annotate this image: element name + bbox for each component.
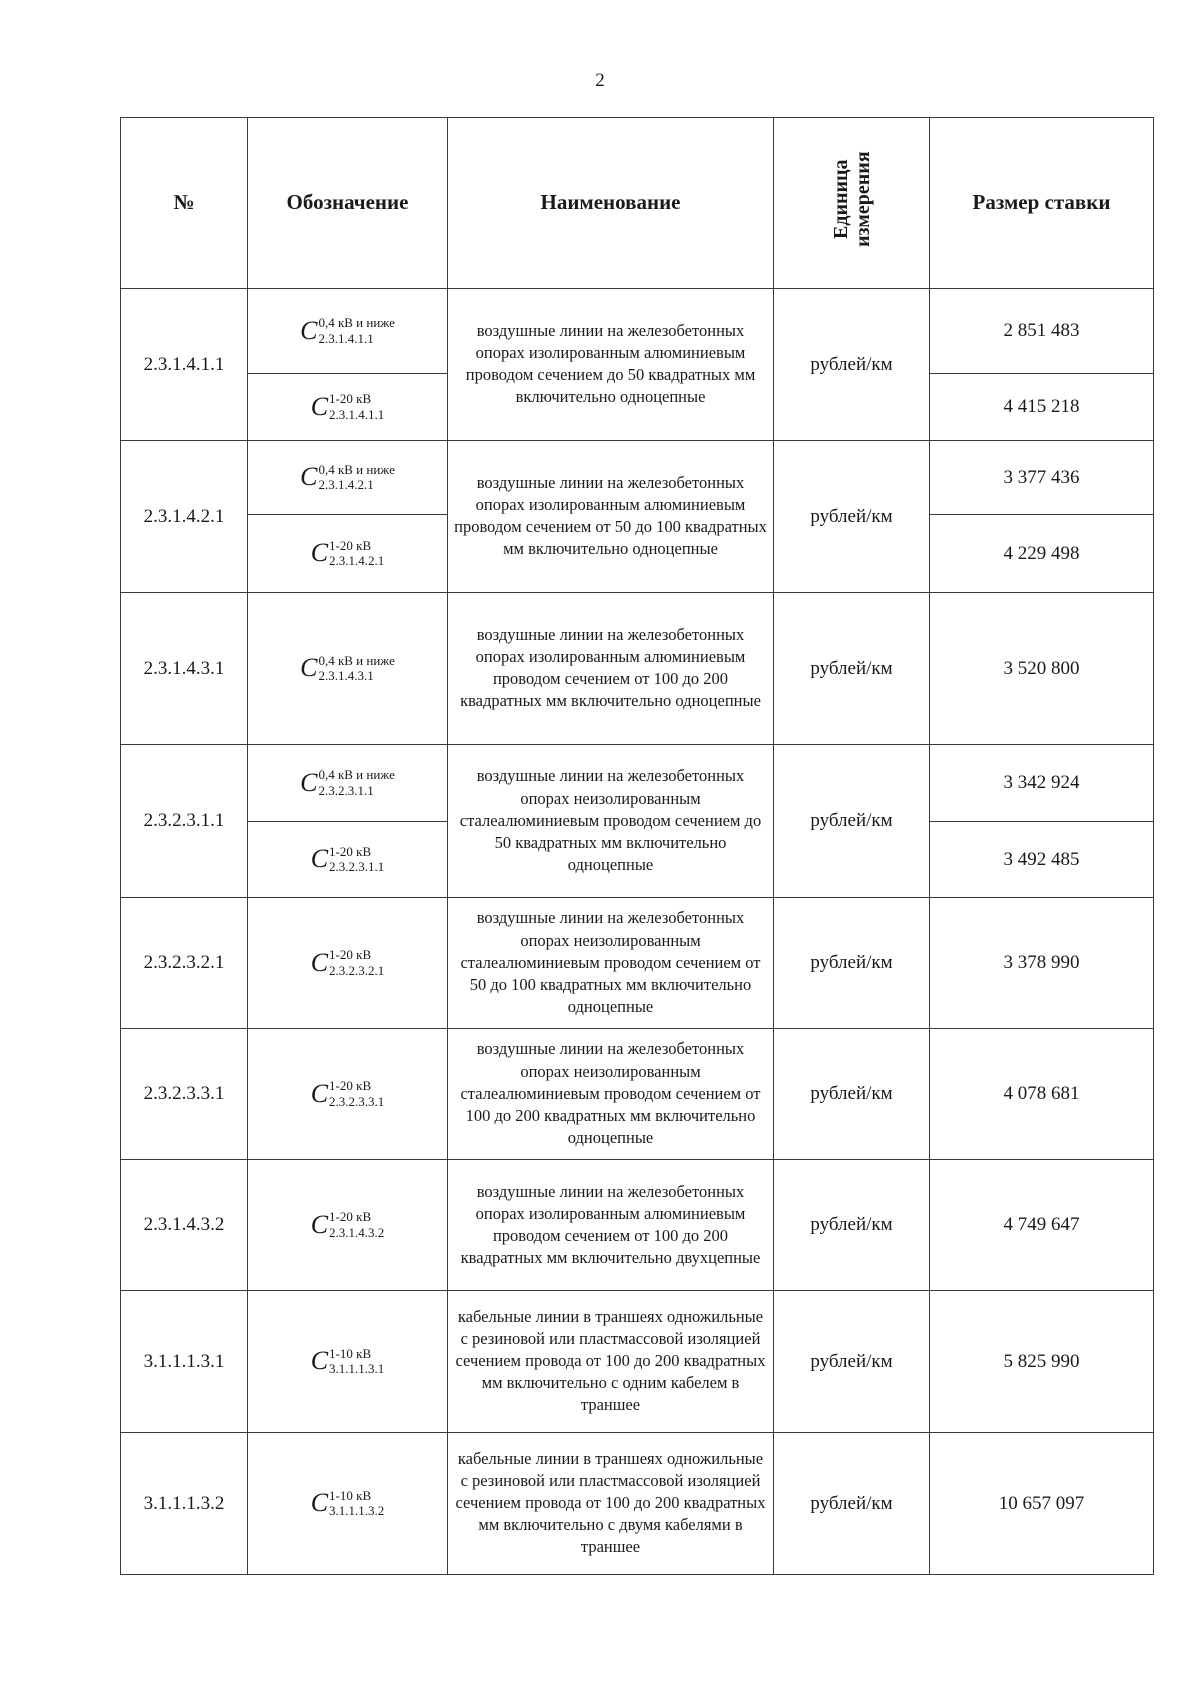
designation-subscript: 2.3.1.4.3.2 (329, 1224, 385, 1240)
table-row (121, 1028, 1154, 1159)
designation-superscript: 1-20 кВ (329, 1209, 372, 1225)
designation-indices (329, 539, 384, 568)
designation-symbol: C (300, 315, 318, 345)
row-designation (248, 1159, 448, 1290)
designation-symbol: C (310, 1488, 329, 1518)
row-rate: 4 415 218 (930, 373, 1154, 440)
designation-indices (329, 1079, 384, 1108)
designation-superscript: 1-10 кВ (329, 1487, 372, 1503)
designation-superscript: 0,4 кВ и ниже (318, 652, 395, 668)
table-body (121, 288, 1154, 1574)
row-designation (248, 1290, 448, 1432)
row-rate: 4 078 681 (930, 1028, 1154, 1159)
row-name: воздушные линии на железобетонных опорах изолированным алюминиевым проводом сечением от 100 до 200 квадратных мм включительно одноцепные (448, 592, 774, 744)
designation-formula (311, 536, 385, 570)
table-row (121, 744, 1154, 821)
row-designation (248, 897, 448, 1028)
designation-subscript: 2.3.2.3.1.1 (318, 782, 374, 798)
row-designation (248, 288, 448, 373)
designation-subscript: 2.3.1.4.2.1 (329, 553, 385, 569)
designation-formula (300, 314, 395, 348)
row-number: 2.3.2.3.1.1 (121, 744, 248, 897)
designation-formula (311, 390, 385, 424)
designation-subscript: 3.1.1.1.3.1 (329, 1361, 385, 1377)
designation-formula (300, 766, 395, 800)
designation-formula (311, 1208, 385, 1242)
designation-symbol: C (310, 844, 329, 874)
row-unit: рублей/км (774, 440, 930, 592)
row-rate: 3 377 436 (930, 440, 1154, 514)
row-name: воздушные линии на железобетонных опорах неизолированным сталеалюминиевым проводом сечением от 50 до 100 квадратных мм включительно одноцепные (448, 897, 774, 1028)
row-name: воздушные линии на железобетонных опорах неизолированным сталеалюминиевым проводом сечением до 50 квадратных мм включительно одноцепные (448, 744, 774, 897)
designation-symbol: C (300, 653, 318, 683)
rates-table (120, 117, 1154, 1575)
designation-superscript: 1-20 кВ (329, 947, 372, 963)
row-designation (248, 373, 448, 440)
row-unit: рублей/км (774, 897, 930, 1028)
row-unit: рублей/км (774, 1432, 930, 1574)
designation-superscript: 1-20 кВ (329, 537, 372, 553)
designation-formula (300, 651, 395, 685)
row-rate: 3 378 990 (930, 897, 1154, 1028)
row-unit: рублей/км (774, 1028, 930, 1159)
designation-superscript: 1-20 кВ (329, 843, 372, 859)
designation-symbol: C (310, 1209, 329, 1239)
row-rate: 3 492 485 (930, 821, 1154, 897)
header-row (121, 118, 1154, 289)
row-name: воздушные линии на железобетонных опорах изолированным алюминиевым проводом сечением от 100 до 200 квадратных мм включительно двухцепные (448, 1159, 774, 1290)
row-rate: 3 520 800 (930, 592, 1154, 744)
designation-superscript: 1-20 кВ (329, 1078, 372, 1094)
designation-indices (329, 1210, 384, 1239)
row-rate: 10 657 097 (930, 1432, 1154, 1574)
header-designation: Обозначение (248, 118, 448, 289)
header-name: Наименование (448, 118, 774, 289)
row-name: воздушные линии на железобетонных опорах неизолированным сталеалюминиевым проводом сечением от 100 до 200 квадратных мм включительно одноцепные (448, 1028, 774, 1159)
table-row (121, 897, 1154, 1028)
designation-indices (329, 1489, 384, 1518)
designation-indices (318, 316, 394, 345)
row-rate: 4 229 498 (930, 514, 1154, 592)
row-rate: 5 825 990 (930, 1290, 1154, 1432)
row-number: 2.3.1.4.3.2 (121, 1159, 248, 1290)
row-unit: рублей/км (774, 744, 930, 897)
designation-subscript: 2.3.2.3.3.1 (329, 1093, 385, 1109)
designation-subscript: 2.3.1.4.1.1 (318, 330, 374, 346)
row-unit: рублей/км (774, 1290, 930, 1432)
designation-symbol: C (310, 391, 329, 421)
row-designation (248, 821, 448, 897)
table-row (121, 288, 1154, 373)
designation-indices (329, 392, 384, 421)
designation-subscript: 2.3.2.3.2.1 (329, 962, 385, 978)
table-row (121, 1159, 1154, 1290)
row-name: кабельные линии в траншеях одножильные с резиновой или пластмассовой изоляцией сечением провода от 100 до 200 квадратных мм включительно с двумя кабелями в траншее (448, 1432, 774, 1574)
designation-formula (300, 460, 395, 494)
row-number: 3.1.1.1.3.2 (121, 1432, 248, 1574)
row-number: 2.3.2.3.2.1 (121, 897, 248, 1028)
designation-subscript: 2.3.2.3.1.1 (329, 859, 385, 875)
designation-subscript: 3.1.1.1.3.2 (329, 1503, 385, 1519)
designation-superscript: 0,4 кВ и ниже (318, 767, 395, 783)
header-unit: Единица измерения (829, 151, 874, 247)
designation-indices (329, 948, 384, 977)
designation-indices (318, 768, 394, 797)
header-rate: Размер ставки (930, 118, 1154, 289)
designation-indices (329, 1347, 384, 1376)
designation-formula (311, 946, 385, 980)
designation-subscript: 2.3.1.4.1.1 (329, 406, 385, 422)
row-unit: рублей/км (774, 592, 930, 744)
table-header (121, 118, 1154, 289)
row-designation (248, 744, 448, 821)
row-designation (248, 1432, 448, 1574)
table-row (121, 1290, 1154, 1432)
designation-superscript: 1-10 кВ (329, 1345, 372, 1361)
designation-indices (318, 654, 394, 683)
row-number: 2.3.1.4.2.1 (121, 440, 248, 592)
designation-symbol: C (300, 462, 318, 492)
designation-symbol: C (300, 767, 318, 797)
row-name: кабельные линии в траншеях одножильные с резиновой или пластмассовой изоляцией сечением провода от 100 до 200 квадратных мм включительно с одним кабелем в траншее (448, 1290, 774, 1432)
row-unit: рублей/км (774, 1159, 930, 1290)
designation-symbol: C (310, 1078, 329, 1108)
designation-formula (311, 1344, 385, 1378)
designation-superscript: 0,4 кВ и ниже (318, 461, 395, 477)
header-unit-cell (774, 118, 930, 289)
row-number: 2.3.1.4.3.1 (121, 592, 248, 744)
row-designation (248, 514, 448, 592)
row-number: 3.1.1.1.3.1 (121, 1290, 248, 1432)
row-name: воздушные линии на железобетонных опорах изолированным алюминиевым проводом сечением от 50 до 100 квадратных мм включительно одноцепные (448, 440, 774, 592)
designation-indices (318, 463, 394, 492)
designation-superscript: 0,4 кВ и ниже (318, 315, 395, 331)
page-number: 2 (595, 70, 605, 91)
row-designation (248, 592, 448, 744)
table-row (121, 440, 1154, 514)
table-row (121, 592, 1154, 744)
row-number: 2.3.2.3.3.1 (121, 1028, 248, 1159)
row-rate: 2 851 483 (930, 288, 1154, 373)
designation-subscript: 2.3.1.4.2.1 (318, 477, 374, 493)
designation-formula (311, 1077, 385, 1111)
row-number: 2.3.1.4.1.1 (121, 288, 248, 440)
row-rate: 4 749 647 (930, 1159, 1154, 1290)
designation-indices (329, 845, 384, 874)
designation-superscript: 1-20 кВ (329, 391, 372, 407)
row-designation (248, 440, 448, 514)
row-name: воздушные линии на железобетонных опорах изолированным алюминиевым проводом сечением до 50 квадратных мм включительно одноцепные (448, 288, 774, 440)
row-unit: рублей/км (774, 288, 930, 440)
row-rate: 3 342 924 (930, 744, 1154, 821)
row-designation (248, 1028, 448, 1159)
table-row (121, 1432, 1154, 1574)
header-number: № (121, 118, 248, 289)
designation-subscript: 2.3.1.4.3.1 (318, 668, 374, 684)
designation-symbol: C (310, 1346, 329, 1376)
designation-symbol: C (310, 538, 329, 568)
designation-formula (311, 842, 385, 876)
designation-symbol: C (310, 947, 329, 977)
designation-formula (311, 1486, 385, 1520)
